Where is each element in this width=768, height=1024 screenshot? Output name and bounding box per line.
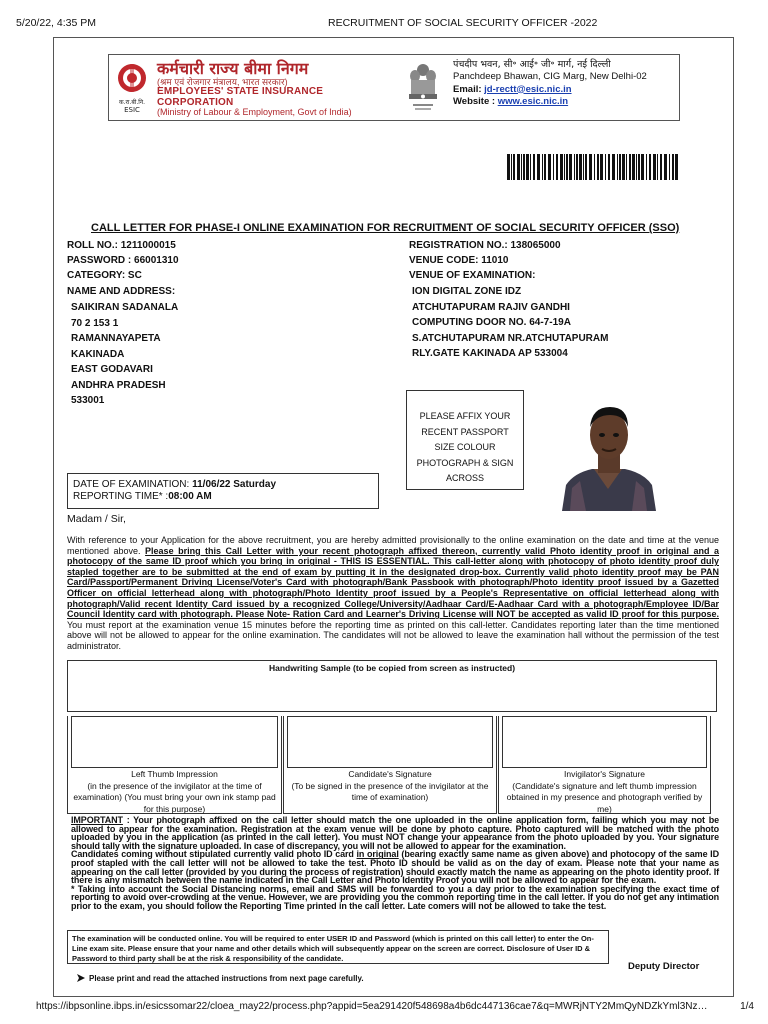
barcode-bar	[556, 154, 558, 180]
barcode-bar	[507, 154, 510, 180]
affix-photo-box	[406, 390, 524, 490]
barcode-bar	[641, 154, 644, 180]
barcode-bar	[537, 154, 540, 180]
category: CATEGORY: SC	[67, 270, 142, 281]
email-label: Email:	[453, 83, 482, 95]
call-letter-title: CALL LETTER FOR PHASE-I ONLINE EXAMINATION FOR RECRUITMENT OF SOCIAL SECURITY OFFICER (SSO)	[91, 222, 680, 234]
print-header	[16, 17, 754, 31]
org-header	[108, 54, 680, 121]
barcode-bar	[632, 154, 635, 180]
reporting-time: 08:00 AM	[168, 491, 212, 502]
venue-line: RLY.GATE KAKINADA AP 533004	[412, 348, 568, 359]
barcode-bar	[548, 154, 551, 180]
affix-line: PLEASE AFFIX YOUR	[419, 411, 511, 421]
print-timestamp: 5/20/22, 4:35 PM	[16, 17, 96, 29]
barcode-bar	[612, 154, 615, 180]
print-url: https://ibpsonline.ibps.in/esicssomar22/cloea_may22/process.php?appid=5ea291420f548698a4b6dc447136cae7&q=MWRjNTY2MmQyNDZkYml3Nz…	[36, 1001, 708, 1012]
instructions-essential: Please bring this Call Letter with your recent photograph affixed thereon, currently valid Photo identity proof in original and a photocopy of the same ID proof which you bring in original - THIS IS ESSENTIAL. This call-letter along with photocopy of photo identity proof duly stapled together are to be submitted at the end of exam by putting it in the designated drop-box. Currently valid photo identity proof may be PAN Card/Passport/Permanent Driving License/Voter's Card with photograph/Bank Passbook with photograph/Photo identity proof issued by a Gazetted Officer on official letterhead along with photograph/Photo Identity proof issued by a People's Representative on official letterhead along with photograph/Valid recent Identity Card issued by a recognized College/University/Aadhaar Card/E-Aadhaar Card with a photograph/Employee ID/Bar Council Identity card with photograph. Please Note- Ration Card and Learner's Driving License will NOT be accepted as valid ID proof for this purpose.	[67, 545, 719, 620]
barcode-bar	[608, 154, 610, 180]
instructions-paragraph	[67, 535, 719, 652]
website-label: Website :	[453, 96, 496, 108]
address-line: SAIKIRAN SADANALA	[71, 302, 179, 313]
important-id-note-a: Candidates coming without stipulated currently valid photo ID card	[71, 849, 357, 860]
exam-date-label: DATE OF EXAMINATION:	[73, 479, 193, 490]
barcode-bar	[583, 154, 584, 180]
important-reporting-note: * Taking into account the Social Distancing norms, email and SMS will be forwarded to you a day prior to the examination specifying the exact time of reporting to avoid over-crowding at the venue. However, we are providing you the common reporting time in the call letter. If you do not get any intimation prior to the exam, you should follow the Reporting Time printed in the call letter. Late comers will not be allowed to take the test.	[71, 883, 719, 911]
barcode-bar	[574, 154, 575, 180]
barcode-bar	[517, 154, 520, 180]
affix-line: PHOTOGRAPH & SIGN	[416, 457, 514, 468]
org-ministry-english: (Ministry of Labour & Employment, Govt of India)	[157, 107, 352, 118]
print-instructions-note: Please print and read the attached instructions from next page carefully.	[89, 974, 364, 983]
venue-line: S.ATCHUTAPURAM NR.ATCHUTAPURAM	[412, 332, 609, 344]
barcode-bar	[629, 154, 631, 180]
barcode-bar	[600, 154, 603, 180]
instructions-intro: With reference to your Application for the above recruitment, you are hereby admitted provisionally to the online examination on the date and time at the venue mentioned above.	[67, 535, 719, 556]
org-name-english: EMPLOYEES' STATE INSURANCE CORPORATION	[157, 86, 324, 108]
barcode-bar	[589, 154, 592, 180]
barcode-bar	[605, 154, 606, 180]
barcode-bar	[622, 154, 625, 180]
barcode-bar	[638, 154, 640, 180]
barcode-bar	[569, 154, 572, 180]
important-photo-note: : Your photograph affixed on the call letter should match the one uploaded in the online application form, failing which you may not be allowed to appear for the examination. Registration at the exam venue will be done by photo capture. Photo captured will be matched with the photo uploaded by you in the application (as printed in the call letter). You must NOT change your appearance from the photo uploaded by you. Your signature should tally with the signature uploaded. In case of discrepancy, you will not be allowed to appear for the examination.	[71, 815, 719, 851]
barcode-bar	[617, 154, 618, 180]
address-line: EAST GODAVARI	[71, 364, 153, 375]
registration-number: REGISTRATION NO.: 138065000	[409, 240, 561, 251]
barcode-bar	[564, 154, 565, 180]
instructions-reporting: You must report at the examination venue 15 minutes before the reporting time as printed on this call-letter. Candidates reporting later than the time mentioned above will not be allowed to appear for the online examination. The candidates will not be allowed to leave the examination hall without the permission of the test administrator.	[67, 619, 719, 651]
handwriting-sample-label: Handwriting Sample (to be copied from screen as instructed)	[268, 663, 516, 673]
barcode-bar	[544, 154, 546, 180]
address-english: Panchdeep Bhawan, CIG Marg, New Delhi-02	[453, 71, 647, 83]
address-line: RAMANNAYAPETA	[71, 333, 161, 344]
page-number: 1/4	[740, 1001, 754, 1012]
online-exam-note: The examination will be conducted online. You will be required to enter USER ID and Password (which is printed on this call letter) to enter the On-Line exam site. Please ensure that your name and other details which will subsequently appear on the screen are correct. Disclosure of User ID & Password to third party shall be at the risk & responsibility of the candidate.	[67, 930, 609, 964]
arrow-right-icon	[76, 973, 86, 983]
name-address-label: NAME AND ADDRESS:	[67, 286, 176, 297]
affix-line: ACROSS	[445, 473, 484, 483]
important-id-note-underlined: in original	[356, 849, 399, 860]
org-name-block	[157, 61, 397, 118]
barcode-bar	[511, 154, 512, 180]
thumb-impression-caption: Left Thumb Impression (in the presence of the invigilator at the time of examination) (You must bring your own ink stamp pad for this purpose)	[73, 769, 276, 814]
important-notes	[71, 816, 719, 911]
print-footer	[36, 1001, 754, 1015]
svg-text:क.रा.बी.नि.: क.रा.बी.नि.	[118, 99, 146, 106]
barcode-bar	[646, 154, 647, 180]
affix-line: RECENT PASSPORT	[421, 426, 509, 437]
candidate-photo	[560, 393, 657, 511]
website-link[interactable]: www.esic.nic.in	[497, 96, 569, 108]
roll-number: ROLL NO.: 1211000015	[67, 240, 176, 251]
venue-line: ATCHUTAPURAM RAJIV GANDHI	[412, 301, 570, 313]
password: PASSWORD : 66001310	[67, 255, 179, 266]
address-line: 70 2 153 1	[71, 317, 119, 329]
barcode-bar	[542, 154, 543, 180]
handwriting-sample-box	[67, 660, 717, 712]
address-line: ANDHRA PRADESH	[71, 379, 166, 391]
salutation: Madam / Sir,	[67, 513, 126, 525]
barcode-bar	[597, 154, 599, 180]
barcode-bar	[664, 154, 667, 180]
barcode-bar	[533, 154, 535, 180]
invigilator-signature-caption: Invigilator's Signature (Candidate's signature and left thumb impression obtained in my presence and photograph verified by me)	[506, 769, 703, 814]
candidate-signature-caption: Candidate's Signature (To be signed in the presence of the invigilator at the time of examination)	[291, 769, 489, 802]
logo-text: ESIC	[124, 106, 140, 114]
barcode-bar	[530, 154, 531, 180]
barcode	[505, 154, 681, 180]
barcode-bar	[657, 154, 658, 180]
email-link[interactable]: jd-rectt@esic.nic.in	[484, 83, 572, 95]
barcode-bar	[523, 154, 525, 180]
barcode-bar	[649, 154, 651, 180]
barcode-bar	[513, 154, 515, 180]
barcode-bar	[521, 154, 522, 180]
esic-logo-icon	[115, 62, 149, 114]
barcode-bar	[669, 154, 670, 180]
barcode-bar	[653, 154, 656, 180]
barcode-bar	[675, 154, 678, 180]
candidate-address	[71, 300, 178, 409]
barcode-bar	[579, 154, 582, 180]
important-label: IMPORTANT	[71, 815, 123, 825]
deputy-director-signature: Deputy Director	[628, 961, 700, 972]
address-line: KAKINADA	[71, 348, 125, 360]
barcode-bar	[626, 154, 627, 180]
affix-line: SIZE COLOUR	[434, 442, 496, 452]
exam-date: 11/06/22 Saturday	[192, 479, 277, 490]
national-emblem-icon	[403, 60, 443, 116]
barcode-bar	[594, 154, 595, 180]
barcode-bar	[672, 154, 674, 180]
barcode-bar	[585, 154, 587, 180]
barcode-bar	[526, 154, 529, 180]
barcode-bar	[576, 154, 578, 180]
candidate-signature-box	[287, 716, 493, 768]
print-title: RECRUITMENT OF SOCIAL SECURITY OFFICER -2022	[328, 17, 598, 29]
thumb-impression-box	[71, 716, 278, 768]
barcode-bar	[560, 154, 563, 180]
venue-label: VENUE OF EXAMINATION:	[409, 270, 536, 281]
org-name-hindi: कर्मचारी राज्य बीमा निगम	[157, 59, 309, 78]
exam-date-box	[67, 473, 379, 509]
invigilator-signature-box	[502, 716, 707, 768]
address-line: 533001	[71, 395, 105, 406]
address-hindi: पंचदीप भवन, सी॰ आई॰ जी॰ मार्ग, नई दिल्ली	[453, 59, 611, 70]
important-id-note-b: (bearing exactly same name as given above) and photocopy of the same ID proof stapled with the call letter will not be allowed to take the test. Photo ID should be valid as on the day of exam. Please note that your name as appearing on the call letter (provided by you during the process of registration) should exactly match the name as appearing on the photo identity proof. If there is any mismatch between the name indicated in the Call Letter and Photo Identity Proof you will not be allowed to appear for the exam.	[71, 849, 719, 886]
barcode-bar	[566, 154, 568, 180]
org-address	[453, 59, 678, 108]
venue-line: COMPUTING DOOR NO. 64-7-19A	[412, 317, 571, 328]
barcode-bar	[619, 154, 621, 180]
venue-address	[412, 284, 608, 362]
org-ministry-hindi: (श्रम एवं रोजगार मंत्रालय, भारत सरकार)	[157, 76, 288, 87]
venue-code: VENUE CODE: 11010	[409, 255, 509, 266]
reporting-time-label: REPORTING TIME* :	[73, 491, 169, 502]
barcode-bar	[636, 154, 637, 180]
barcode-bar	[553, 154, 554, 180]
venue-line: ION DIGITAL ZONE IDZ	[412, 286, 522, 297]
barcode-bar	[660, 154, 662, 180]
affix-instructions	[407, 409, 523, 487]
